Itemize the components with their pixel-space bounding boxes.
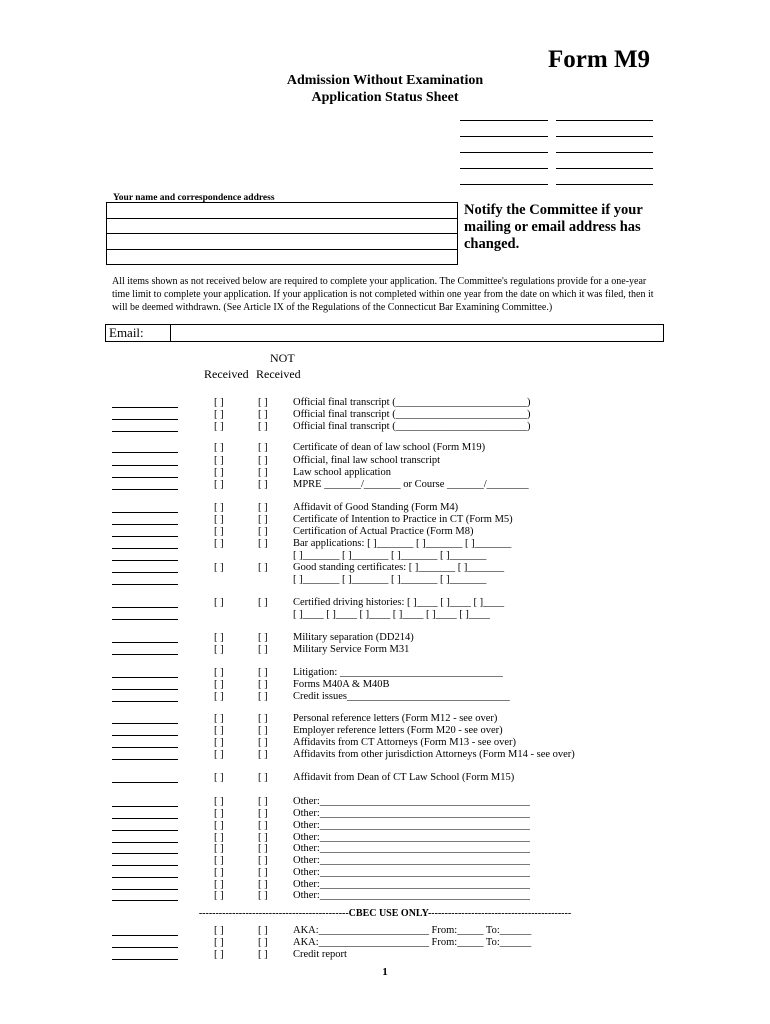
not-received-checkbox[interactable]: [ ]: [258, 820, 268, 831]
not-received-checkbox[interactable]: [ ]: [258, 879, 268, 890]
date-blank-line[interactable]: [112, 747, 178, 748]
not-received-checkbox[interactable]: [ ]: [258, 749, 268, 760]
received-checkbox[interactable]: [ ]: [214, 679, 224, 690]
checklist-item-label: Other:________________________________________: [293, 855, 530, 866]
not-received-checkbox[interactable]: [ ]: [258, 467, 268, 478]
received-checkbox[interactable]: [ ]: [214, 737, 224, 748]
not-received-checkbox[interactable]: [ ]: [258, 925, 268, 936]
not-received-checkbox[interactable]: [ ]: [258, 832, 268, 843]
date-blank-line[interactable]: [112, 584, 178, 585]
received-checkbox[interactable]: [ ]: [214, 879, 224, 890]
not-received-checkbox[interactable]: [ ]: [258, 796, 268, 807]
received-checkbox[interactable]: [ ]: [214, 421, 224, 432]
received-checkbox[interactable]: [ ]: [214, 855, 224, 866]
checklist-item-label: Official, final law school transcript: [293, 455, 441, 466]
date-blank-line[interactable]: [112, 842, 178, 843]
date-blank-line[interactable]: [112, 654, 178, 655]
date-blank-line[interactable]: [112, 607, 178, 608]
address-line-3[interactable]: [107, 234, 457, 250]
checklist-item-label: Official final transcript (_________________________): [293, 421, 531, 432]
date-blank-line[interactable]: [112, 782, 178, 783]
not-received-checkbox[interactable]: [ ]: [258, 538, 268, 549]
not-received-checkbox[interactable]: [ ]: [258, 679, 268, 690]
not-received-checkbox[interactable]: [ ]: [258, 737, 268, 748]
received-checkbox[interactable]: [ ]: [214, 597, 224, 608]
checklist-item-label: Good standing certificates: [ ]_______ [ ]_______: [293, 562, 505, 573]
date-blank-line[interactable]: [112, 877, 178, 878]
not-received-checkbox[interactable]: [ ]: [258, 526, 268, 537]
blank-line[interactable]: [556, 136, 653, 137]
date-blank-line[interactable]: [112, 735, 178, 736]
intro-paragraph: All items shown as not received below are required to complete your application. The Committee's regulations provide for a one-year time limit to complete your application. If your application is not completed within one year from the date on which it was filed, then it will be deemed withdrawn. (See Article IX of the Regulations of the Connecticut Bar Examining Committee.): [112, 276, 654, 313]
received-checkbox[interactable]: [ ]: [214, 820, 224, 831]
not-received-checkbox[interactable]: [ ]: [258, 421, 268, 432]
address-label: Your name and correspondence address: [113, 193, 275, 203]
blank-line[interactable]: [460, 168, 548, 169]
received-checkbox[interactable]: [ ]: [214, 562, 224, 573]
received-checkbox[interactable]: [ ]: [214, 949, 224, 960]
checklist-item-label: Forms M40A & M40B: [293, 679, 390, 690]
address-line-2[interactable]: [107, 219, 457, 235]
not-received-checkbox[interactable]: [ ]: [258, 937, 268, 948]
not-received-checkbox[interactable]: [ ]: [258, 409, 268, 420]
blank-line[interactable]: [556, 168, 653, 169]
checklist-item-label: Military Service Form M31: [293, 644, 410, 655]
not-received-checkbox[interactable]: [ ]: [258, 397, 268, 408]
not-received-checkbox[interactable]: [ ]: [258, 644, 268, 655]
not-received-checkbox[interactable]: [ ]: [258, 867, 268, 878]
not-received-checkbox[interactable]: [ ]: [258, 772, 268, 783]
checklist-item-label: Employer reference letters (Form M20 - see over): [293, 725, 503, 736]
address-line-1[interactable]: [107, 203, 457, 219]
date-blank-line[interactable]: [112, 560, 178, 561]
received-checkbox[interactable]: [ ]: [214, 479, 224, 490]
received-checkbox[interactable]: [ ]: [214, 725, 224, 736]
date-blank-line[interactable]: [112, 524, 178, 525]
checklist-item-label: Other:________________________________________: [293, 890, 530, 901]
received-checkbox[interactable]: [ ]: [214, 455, 224, 466]
checklist-item-label: [ ]____ [ ]____ [ ]____ [ ]____ [ ]____ [ ]____: [293, 609, 490, 620]
date-blank-line[interactable]: [112, 677, 178, 678]
received-checkbox[interactable]: [ ]: [214, 890, 224, 901]
received-checkbox[interactable]: [ ]: [214, 691, 224, 702]
checklist-item-label: AKA:_____________________ From:_____ To:______: [293, 937, 532, 948]
checklist-item-label: Certificate of Intention to Practice in CT (Form M5): [293, 514, 513, 525]
blank-line[interactable]: [556, 120, 653, 121]
received-checkbox[interactable]: [ ]: [214, 796, 224, 807]
received-checkbox[interactable]: [ ]: [214, 409, 224, 420]
not-received-header: Received: [256, 367, 301, 381]
date-blank-line[interactable]: [112, 935, 178, 936]
date-blank-line[interactable]: [112, 865, 178, 866]
date-blank-line[interactable]: [112, 689, 178, 690]
address-box[interactable]: [106, 202, 458, 265]
received-checkbox[interactable]: [ ]: [214, 843, 224, 854]
checklist-item-label: Bar applications: [ ]_______ [ ]_______ [ ]_______: [293, 538, 512, 549]
received-checkbox[interactable]: [ ]: [214, 644, 224, 655]
address-line-4[interactable]: [107, 250, 457, 265]
checklist-item-label: Law school application: [293, 467, 391, 478]
received-checkbox[interactable]: [ ]: [214, 937, 224, 948]
form-id: Form M9: [548, 46, 651, 73]
date-blank-line[interactable]: [112, 536, 178, 537]
not-received-checkbox[interactable]: [ ]: [258, 479, 268, 490]
not-received-checkbox[interactable]: [ ]: [258, 890, 268, 901]
received-checkbox[interactable]: [ ]: [214, 867, 224, 878]
not-received-checkbox[interactable]: [ ]: [258, 562, 268, 573]
date-blank-line[interactable]: [112, 806, 178, 807]
checklist-item-label: Other:________________________________________: [293, 867, 530, 878]
checklist-item-label: [ ]_______ [ ]_______ [ ]_______ [ ]_______: [293, 574, 487, 585]
not-received-checkbox[interactable]: [ ]: [258, 442, 268, 453]
checklist-item-label: MPRE _______/_______ or Course _______/________: [293, 479, 529, 490]
date-blank-line[interactable]: [112, 465, 178, 466]
date-blank-line[interactable]: [112, 489, 178, 490]
checklist-item-label: Affidavits from CT Attorneys (Form M13 - see over): [293, 737, 516, 748]
checklist-item-label: Affidavit of Good Standing (Form M4): [293, 502, 459, 513]
notify-notice: Notify the Committee if your mailing or email address has changed.: [464, 202, 643, 252]
checklist-item-label: Other:________________________________________: [293, 879, 530, 890]
checklist-item-label: Other:________________________________________: [293, 820, 530, 831]
date-blank-line[interactable]: [112, 431, 178, 432]
date-blank-line[interactable]: [112, 830, 178, 831]
not-received-checkbox[interactable]: [ ]: [258, 667, 268, 678]
checklist-item-label: Litigation: _______________________________: [293, 667, 503, 678]
date-blank-line[interactable]: [112, 548, 178, 549]
checklist-item-label: Official final transcript (_________________________): [293, 409, 531, 420]
not-received-checkbox[interactable]: [ ]: [258, 597, 268, 608]
page-title: Admission Without Examination: [286, 73, 484, 88]
date-blank-line[interactable]: [112, 572, 178, 573]
received-checkbox[interactable]: [ ]: [214, 925, 224, 936]
received-checkbox[interactable]: [ ]: [214, 538, 224, 549]
date-blank-line[interactable]: [112, 900, 178, 901]
checklist-item-label: Credit report: [293, 949, 347, 960]
not-received-checkbox[interactable]: [ ]: [258, 808, 268, 819]
date-blank-line[interactable]: [112, 419, 178, 420]
date-blank-line[interactable]: [112, 723, 178, 724]
checklist-item-label: Certification of Actual Practice (Form M8): [293, 526, 474, 537]
received-checkbox[interactable]: [ ]: [214, 667, 224, 678]
date-blank-line[interactable]: [112, 759, 178, 760]
blank-line[interactable]: [556, 152, 653, 153]
date-blank-line[interactable]: [112, 889, 178, 890]
blank-line[interactable]: [460, 120, 548, 121]
checklist-item-label: Personal reference letters (Form M12 - see over): [293, 713, 498, 724]
checklist-item-label: Credit issues_______________________________: [293, 691, 510, 702]
received-checkbox[interactable]: [ ]: [214, 442, 224, 453]
date-blank-line[interactable]: [112, 947, 178, 948]
checklist-item-label: Official final transcript (_________________________): [293, 397, 531, 408]
not-received-checkbox[interactable]: [ ]: [258, 514, 268, 525]
not-received-checkbox[interactable]: [ ]: [258, 502, 268, 513]
received-checkbox[interactable]: [ ]: [214, 467, 224, 478]
date-blank-line[interactable]: [112, 818, 178, 819]
date-blank-line[interactable]: [112, 701, 178, 702]
not-received-checkbox[interactable]: [ ]: [258, 632, 268, 643]
not-received-checkbox[interactable]: [ ]: [258, 855, 268, 866]
received-checkbox[interactable]: [ ]: [214, 713, 224, 724]
checklist-item-label: Certificate of dean of law school (Form M19): [293, 442, 486, 453]
checklist-item-label: Other:________________________________________: [293, 832, 530, 843]
checklist-item-label: Other:________________________________________: [293, 808, 530, 819]
checklist-item-label: [ ]_______ [ ]_______ [ ]_______ [ ]_______: [293, 550, 487, 561]
checklist-item-label: Certified driving histories: [ ]____ [ ]____ [ ]____: [293, 597, 505, 608]
received-checkbox[interactable]: [ ]: [214, 514, 224, 525]
checklist-item-label: Affidavits from other jurisdiction Attorneys (Form M14 - see over): [293, 749, 575, 760]
not-received-checkbox[interactable]: [ ]: [258, 713, 268, 724]
date-blank-line[interactable]: [112, 619, 178, 620]
date-blank-line[interactable]: [112, 512, 178, 513]
page-subtitle: Application Status Sheet: [311, 90, 459, 105]
received-checkbox[interactable]: [ ]: [214, 632, 224, 643]
received-checkbox[interactable]: [ ]: [214, 502, 224, 513]
email-field[interactable]: [105, 324, 664, 342]
page-number: 1: [382, 966, 388, 978]
not-received-checkbox[interactable]: [ ]: [258, 455, 268, 466]
checklist-item-label: Affidavit from Dean of CT Law School (Form M15): [293, 772, 515, 783]
not-received-checkbox[interactable]: [ ]: [258, 843, 268, 854]
date-blank-line[interactable]: [112, 959, 178, 960]
cbec-use-only-divider: ---------------------------------------------CBEC USE ONLY-------------------------------------------: [198, 908, 572, 919]
checklist-item-label: Other:________________________________________: [293, 843, 530, 854]
received-header: Received: [204, 367, 249, 381]
checklist-item-label: AKA:_____________________ From:_____ To:______: [293, 925, 532, 936]
date-blank-line[interactable]: [112, 452, 178, 453]
received-checkbox[interactable]: [ ]: [214, 832, 224, 843]
email-label: Email:: [109, 325, 144, 340]
not-header: NOT: [270, 351, 295, 365]
not-received-checkbox[interactable]: [ ]: [258, 949, 268, 960]
checklist-item-label: Other:________________________________________: [293, 796, 530, 807]
not-received-checkbox[interactable]: [ ]: [258, 725, 268, 736]
blank-line[interactable]: [460, 136, 548, 137]
email-divider: [170, 325, 171, 341]
not-received-checkbox[interactable]: [ ]: [258, 691, 268, 702]
blank-line[interactable]: [556, 184, 653, 185]
received-checkbox[interactable]: [ ]: [214, 397, 224, 408]
date-blank-line[interactable]: [112, 853, 178, 854]
date-blank-line[interactable]: [112, 642, 178, 643]
checklist-item-label: Military separation (DD214): [293, 632, 414, 643]
date-blank-line[interactable]: [112, 407, 178, 408]
received-checkbox[interactable]: [ ]: [214, 749, 224, 760]
received-checkbox[interactable]: [ ]: [214, 772, 224, 783]
blank-line[interactable]: [460, 184, 548, 185]
blank-line[interactable]: [460, 152, 548, 153]
date-blank-line[interactable]: [112, 477, 178, 478]
received-checkbox[interactable]: [ ]: [214, 808, 224, 819]
received-checkbox[interactable]: [ ]: [214, 526, 224, 537]
